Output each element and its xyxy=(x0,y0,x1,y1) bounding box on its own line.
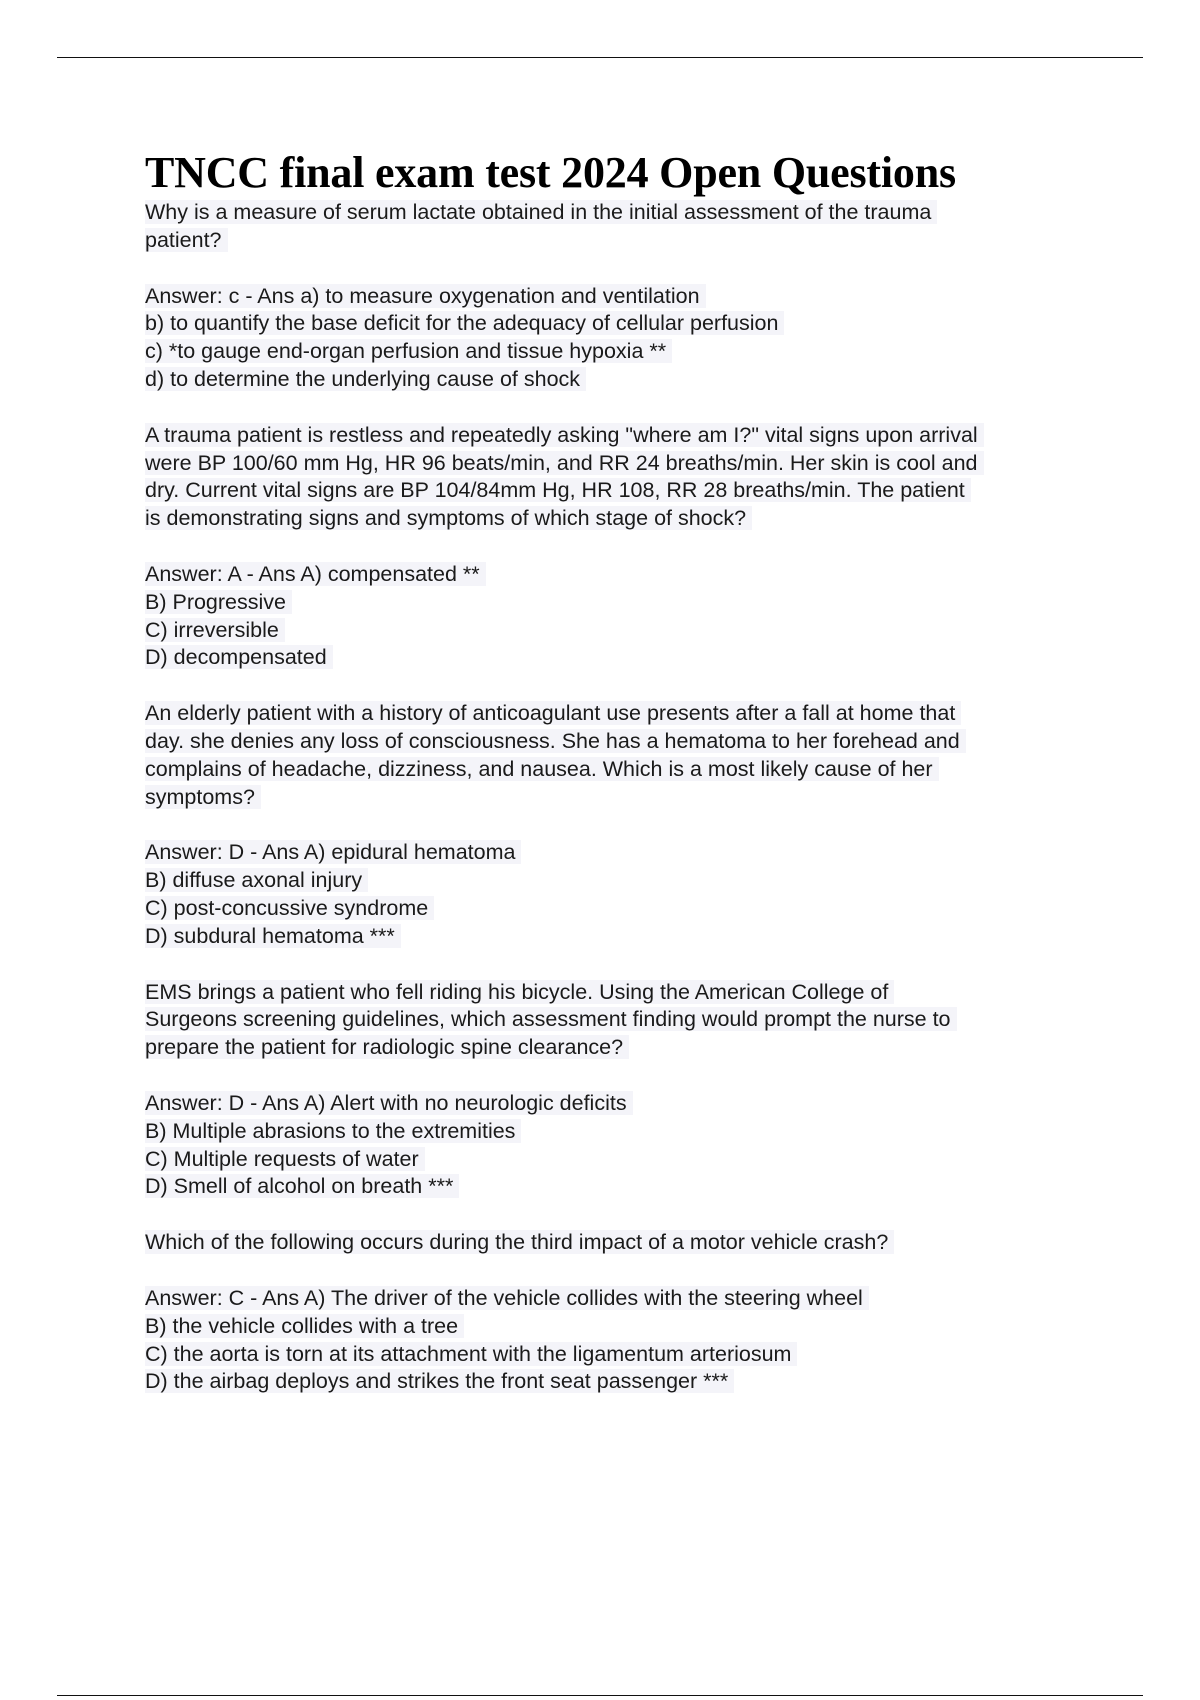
qa-item xyxy=(145,199,1105,394)
question-line: were BP 100/60 mm Hg, HR 96 beats/min, and RR 24 breaths/min. Her skin is cool and xyxy=(145,450,1105,478)
answer-line: C) post-concussive syndrome xyxy=(145,895,1105,923)
qa-item xyxy=(145,700,1105,950)
answer-line: C) Multiple requests of water xyxy=(145,1146,1105,1174)
qa-item xyxy=(145,422,1105,672)
document-body xyxy=(145,147,1105,1396)
question-line: prepare the patient for radiologic spine clearance? xyxy=(145,1034,1105,1062)
question-line: Surgeons screening guidelines, which assessment finding would prompt the nurse to xyxy=(145,1006,1105,1034)
answer-line: D) subdural hematoma *** xyxy=(145,923,1105,951)
question-line: patient? xyxy=(145,227,1105,255)
answer-line: Answer: c - Ans a) to measure oxygenation and ventilation xyxy=(145,283,1105,311)
answer xyxy=(145,283,1105,394)
question-line: An elderly patient with a history of anticoagulant use presents after a fall at home that xyxy=(145,700,1105,728)
qa-item xyxy=(145,979,1105,1202)
answer xyxy=(145,1285,1105,1396)
question xyxy=(145,199,1105,255)
answer-line: C) the aorta is torn at its attachment with the ligamentum arteriosum xyxy=(145,1341,1105,1369)
answer-line: d) to determine the underlying cause of shock xyxy=(145,366,1105,394)
bottom-rule xyxy=(57,1695,1143,1696)
answer-line: B) the vehicle collides with a tree xyxy=(145,1313,1105,1341)
answer-line: Answer: D - Ans A) Alert with no neurologic deficits xyxy=(145,1090,1105,1118)
answer-line: C) irreversible xyxy=(145,617,1105,645)
answer-line: B) Multiple abrasions to the extremities xyxy=(145,1118,1105,1146)
question xyxy=(145,700,1105,811)
question-line: dry. Current vital signs are BP 104/84mm Hg, HR 108, RR 28 breaths/min. The patient xyxy=(145,477,1105,505)
question-line: EMS brings a patient who fell riding his bicycle. Using the American College of xyxy=(145,979,1105,1007)
answer xyxy=(145,839,1105,950)
answer-line: Answer: C - Ans A) The driver of the vehicle collides with the steering wheel xyxy=(145,1285,1105,1313)
question-line: symptoms? xyxy=(145,784,1105,812)
answer-line: B) diffuse axonal injury xyxy=(145,867,1105,895)
answer-line: Answer: D - Ans A) epidural hematoma xyxy=(145,839,1105,867)
answer xyxy=(145,1090,1105,1201)
answer-line: D) Smell of alcohol on breath *** xyxy=(145,1173,1105,1201)
top-rule xyxy=(57,57,1143,58)
question xyxy=(145,422,1105,533)
question-line: A trauma patient is restless and repeatedly asking "where am I?" vital signs upon arrival xyxy=(145,422,1105,450)
question-line: is demonstrating signs and symptoms of which stage of shock? xyxy=(145,505,1105,533)
question-line: Which of the following occurs during the third impact of a motor vehicle crash? xyxy=(145,1229,1105,1257)
question xyxy=(145,1229,1105,1257)
answer-line: Answer: A - Ans A) compensated ** xyxy=(145,561,1105,589)
question-line: Why is a measure of serum lactate obtained in the initial assessment of the trauma xyxy=(145,199,1105,227)
answer xyxy=(145,561,1105,672)
answer-line: D) decompensated xyxy=(145,644,1105,672)
answer-line: b) to quantify the base deficit for the adequacy of cellular perfusion xyxy=(145,310,1105,338)
qa-item xyxy=(145,1229,1105,1396)
page-title: TNCC final exam test 2024 Open Questions xyxy=(145,148,956,197)
answer-line: D) the airbag deploys and strikes the front seat passenger *** xyxy=(145,1368,1105,1396)
answer-line: B) Progressive xyxy=(145,589,1105,617)
question-line: day. she denies any loss of consciousness. She has a hematoma to her forehead and xyxy=(145,728,1105,756)
question-line: complains of headache, dizziness, and nausea. Which is a most likely cause of her xyxy=(145,756,1105,784)
answer-line: c) *to gauge end-organ perfusion and tissue hypoxia ** xyxy=(145,338,1105,366)
question xyxy=(145,979,1105,1062)
